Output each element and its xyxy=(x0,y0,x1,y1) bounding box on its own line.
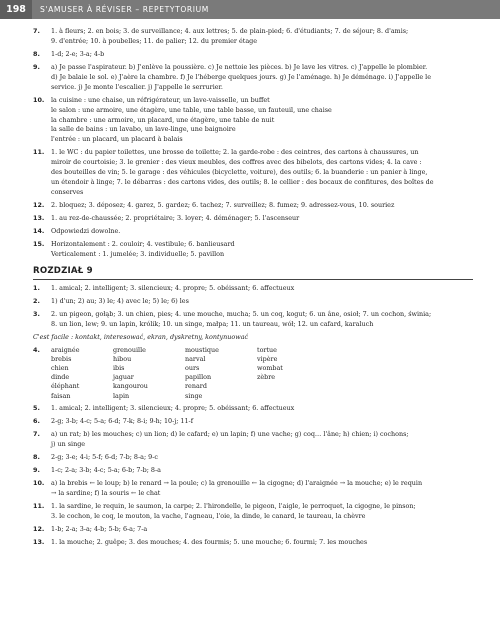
exercise-item xyxy=(33,525,473,535)
answer-line: 1. la sardine, le requin, le saumon, la carpe; 2. l'hirondelle, le pigeon, l'aigle, le perroquet, la cigogne, le pinson; xyxy=(51,501,416,510)
animal-word: hibou xyxy=(113,354,132,363)
answer-line: j) un singe xyxy=(51,439,86,448)
answer-line: d) Je balaie le sol. e) J'aère la chambre. f) Je l'héberge quelques jours. g) Je l'aménage. h) Je déménage. i) J'appelle le xyxy=(51,72,431,81)
answer-line: 1. à fleurs; 2. en bois; 3. de surveillance; 4. aux lettres; 5. de plain-pied; 6. d'étudiants; 7. de séjour; 8. d'amis; xyxy=(51,27,409,35)
answer-line: 3. le cochon, le coq, le mouton, la vache, l'agneau, l'oie, la dinde, le canard, le taureau, la chèvre xyxy=(51,511,366,520)
animal-word: ibis xyxy=(113,364,125,372)
exercise-item xyxy=(33,502,473,522)
animal-word: éléphant xyxy=(51,382,80,391)
answer-line: Verticalement : 1. jumelée; 3. individuelle; 5. pavillon xyxy=(51,249,225,258)
exercise-item xyxy=(33,214,473,224)
context-note xyxy=(33,333,473,343)
animal-word xyxy=(257,382,317,391)
exercise-item xyxy=(33,479,473,499)
exercise-number: 10. xyxy=(33,478,45,487)
animal-word: vipère xyxy=(257,354,278,363)
answer-line: un étendoir à linge; 7. le débarras : des cartons vides, des outils; 8. le cellier : des bocaux de confitures, des boîtes de xyxy=(51,178,434,187)
animal-word: papillon xyxy=(185,373,212,382)
answer-line: 2-g; 3-b; 4-c; 5-a; 6-d; 7-k; 8-i; 9-h; 10-j; 11-f xyxy=(51,416,194,425)
answer-line: 1-d; 2-e; 3-a; 4-b xyxy=(51,49,105,58)
exercise-number: 9. xyxy=(33,62,40,71)
exercise-item xyxy=(33,453,473,463)
answer-line: 1. amical; 2. intelligent; 3. silencieux; 4. propre; 5. obéissant; 6. affectueux xyxy=(51,403,295,412)
exercise-item xyxy=(33,310,473,330)
answer-line: service. j) Je monte l'escalier. j) J'appelle le serrurier. xyxy=(51,82,223,91)
chapter-9-answers-a xyxy=(33,284,473,330)
animal-word: wombat xyxy=(257,364,283,372)
animal-word: faisan xyxy=(51,391,71,400)
exercise-item xyxy=(33,430,473,450)
answer-line: a) un rat; b) les mouches; c) un lion; d) le cafard; e) un lapin; f) une vache; g) coq… l'âne; h) chien; i) cochons; xyxy=(51,429,409,438)
answer-line: 8. un lion, lew; 9. un lapin, królik; 10. un singe, małpa; 11. un taureau, wół; 12. un cafard, karaluch xyxy=(51,319,374,328)
answer-line: la cuisine : une chaise, un réfrigérateur, un lave-vaisselle, un buffet xyxy=(51,95,270,104)
answer-line: 1) d'un; 2) au; 3) le; 4) avec le; 5) le; 6) les xyxy=(51,296,189,305)
exercise-4 xyxy=(33,346,473,401)
exercise-number: 11. xyxy=(33,501,45,510)
exercise-item xyxy=(33,404,473,414)
animal-word: zèbre xyxy=(257,373,276,382)
exercise-number: 5. xyxy=(33,403,40,412)
exercise-number: 3. xyxy=(33,309,40,318)
exercise-number: 14. xyxy=(33,226,45,235)
exercise-item xyxy=(33,148,473,198)
chapter-9-answers-b xyxy=(33,404,473,548)
animal-word: brebis xyxy=(51,354,72,363)
page-number: 198 xyxy=(0,0,32,19)
context-note-text: C'est facile : kontakt, interesować, ekran, dyskretny, kontynuować xyxy=(33,332,249,341)
animal-word: araignée xyxy=(51,345,80,354)
answer-line: 2. bloquez; 3. déposez; 4. garez, 5. gardez; 6. tachez; 7. surveillez; 8. fumez; 9. adressez-vous, 10. souriez xyxy=(51,200,395,209)
animal-grid xyxy=(51,346,473,401)
answer-line: la salle de bains : un lavabo, un lave-linge, une baignoire xyxy=(51,125,236,134)
answer-line: → la sardine; f) la souris ← le chat xyxy=(51,488,161,497)
page-header xyxy=(0,0,500,19)
answer-key xyxy=(33,27,473,551)
answer-line: Odpowiedzi dowolne. xyxy=(51,226,121,235)
answer-line: 1. au rez-de-chaussée; 2. propriétaire; 3. loyer; 4. déménager; 5. l'ascenseur xyxy=(51,213,300,222)
animal-word: jaguar xyxy=(113,373,134,382)
exercise-item xyxy=(33,50,473,60)
answer-line: 1-b; 2-a; 3-a; 4-b; 5-b; 6-a; 7-a xyxy=(51,524,148,533)
exercise-number: 12. xyxy=(33,524,45,533)
answer-line: 1. amical; 2. intelligent; 3. silencieux; 4. propre; 5. obéissant; 6. affectueux xyxy=(51,283,295,292)
exercise-number: 11. xyxy=(33,148,45,157)
exercise-item xyxy=(33,201,473,211)
running-title: S'AMUSER À RÉVISER – REPETYTORIUM xyxy=(40,5,209,14)
animal-word: renard xyxy=(185,382,207,391)
exercise-number: 8. xyxy=(33,452,40,461)
exercise-item xyxy=(33,538,473,548)
answer-line: 2-g; 3-e; 4-i; 5-f; 6-d; 7-b; 8-a; 9-c xyxy=(51,452,158,461)
exercise-number: 13. xyxy=(33,537,45,546)
animal-word: lapin xyxy=(113,391,130,400)
animal-word: kangourou xyxy=(113,382,148,391)
answer-line: le salon : une armoire, une étagère, une table, une table basse, un fauteuil, une chaise xyxy=(51,105,332,114)
exercise-item xyxy=(33,466,473,476)
exercise-item xyxy=(33,297,473,307)
exercise-item xyxy=(33,96,473,146)
exercise-item xyxy=(33,27,473,47)
exercise-number: 8. xyxy=(33,49,40,58)
answer-line: miroir de courtoisie; 3. le grenier : des vieux meubles, des coffres avec des bibelots, des cartons vides; 4. la cave : xyxy=(51,158,422,167)
answer-line: a) la brebis ← le loup; b) le renard → la poule; c) la grenouille ← la cigogne; d) l'araignée → la mouche; e) le requin xyxy=(51,478,423,487)
exercise-item xyxy=(33,240,473,260)
section-divider xyxy=(33,279,473,280)
exercise-number: 4. xyxy=(33,345,40,354)
animal-word: chien xyxy=(51,364,69,372)
exercise-item xyxy=(33,284,473,294)
answer-line: Horizontalement : 2. couloir; 4. vestibule; 6. banlieusard xyxy=(51,239,235,248)
answer-line: conserves xyxy=(51,187,84,196)
chapter-8-answers xyxy=(33,27,473,260)
answer-line: des bouteilles de vin; 5. le garage : des véhicules (bicyclette, voiture), des outils; 6. la buanderie : un panier à linge, xyxy=(51,168,428,177)
exercise-item xyxy=(33,417,473,427)
exercise-item xyxy=(33,227,473,237)
animal-word: dinde xyxy=(51,373,70,382)
animal-word: singe xyxy=(185,391,203,400)
animal-word: tortue xyxy=(257,345,277,354)
exercise-number: 12. xyxy=(33,200,45,209)
exercise-number: 6. xyxy=(33,416,40,425)
answer-line: l'entrée : un placard, un placard à balais xyxy=(51,135,183,144)
answer-line: 1-c; 2-a; 3-b; 4-c; 5-a; 6-b; 7-b; 8-a xyxy=(51,465,161,474)
animal-word: ours xyxy=(185,364,200,372)
answer-line: 1. la mouche; 2. guêpe; 3. des mouches; 4. des fourmis; 5. une mouche; 6. fourmi; 7. les mouches xyxy=(51,537,368,546)
animal-word: narval xyxy=(185,354,206,363)
exercise-number: 7. xyxy=(33,429,40,438)
exercise-number: 2. xyxy=(33,296,40,305)
animal-word: grenouille xyxy=(113,345,146,354)
answer-line: la chambre : une armoire, un placard, une étagère, une table de nuit xyxy=(51,115,275,124)
exercise-number: 10. xyxy=(33,95,45,104)
answer-line: a) Je passe l'aspirateur. b) J'enlève la poussière. c) Je nettoie les pièces. b) Je lave les vitres. c) J'appelle le plombier. xyxy=(51,62,428,71)
animal-word xyxy=(257,392,317,401)
animal-word: moustique xyxy=(185,345,219,354)
answer-line: 9. d'entrée; 10. à poubelles; 11. de palier; 12. du premier étage xyxy=(51,36,258,45)
exercise-item xyxy=(33,63,473,93)
exercise-number: 15. xyxy=(33,239,45,248)
exercise-number: 7. xyxy=(33,27,40,35)
answer-line: 1. le WC : du papier toilettes, une brosse de toilette; 2. la garde-robe : des ceintres, des cartons à chaussures, un xyxy=(51,148,419,157)
exercise-number: 13. xyxy=(33,213,45,222)
exercise-number: 9. xyxy=(33,465,40,474)
section-title: ROZDZIAŁ 9 xyxy=(33,265,93,276)
answer-line: 2. un pigeon, gołąb; 3. un chien, pies; 4. une mouche, mucha; 5. un coq, kogut; 6. un âne, osioł; 7. un cochon, świnia; xyxy=(51,309,432,318)
exercise-number: 1. xyxy=(33,283,40,292)
